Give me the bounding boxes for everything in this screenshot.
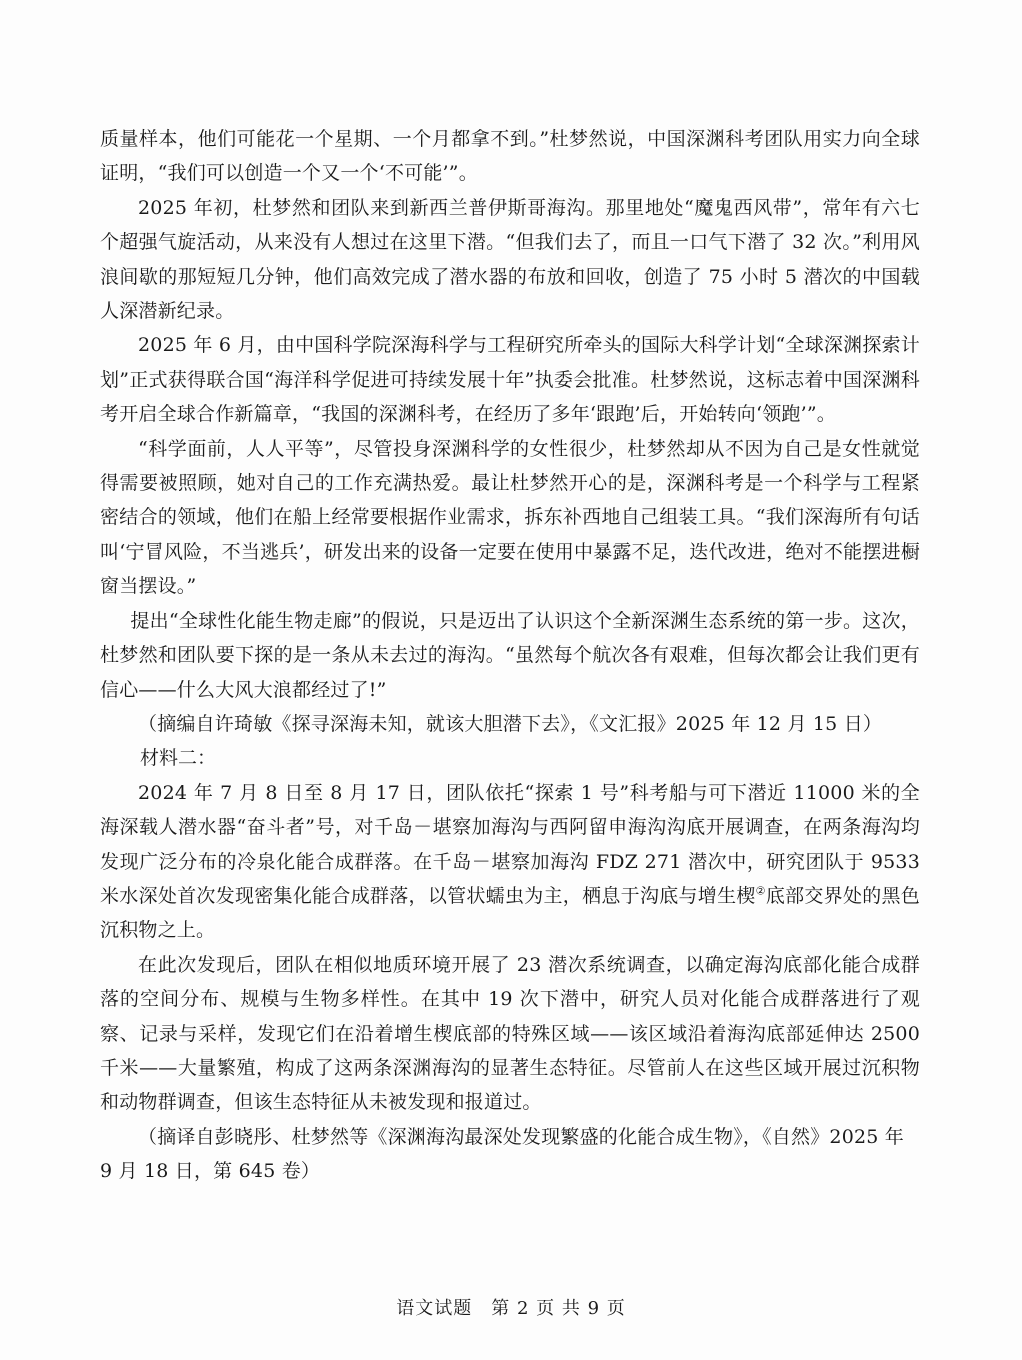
source-citation-2: （摘译自彭晓彤、杜梦然等《深渊海沟最深处发现繁盛的化能合成生物》，《自然》2025 年 9 月 18 日，第 645 卷） bbox=[100, 1125, 904, 1183]
paragraph-6-text-end: 底部交界处的黑色沉积物之上。 bbox=[100, 884, 920, 942]
paragraph-2: 2025 年初，杜梦然和团队来到新西兰普伊斯哥海沟。那里地处“魔鬼西风带”，常年有六七个超强气旋活动，从来没有人想过在这里下潜。“但我们去了，而且一口气下潜了 32 次。”利用风浪间歇的那短短几分钟，他们高效完成了潜水器的布放和回收，创造了 75 小时 5 潜次的中国载人深潜新纪录。 bbox=[100, 196, 920, 323]
paragraph-6 bbox=[100, 776, 920, 948]
page-footer: 语文试题 第 2 页 共 9 页 bbox=[396, 1298, 626, 1319]
paragraph-1: 质量样本，他们可能花一个星期、一个月都拿不到。”杜梦然说，中国深渊科考团队用实力向全球证明，“我们可以创造一个又一个‘不可能’”。 bbox=[100, 128, 920, 185]
source-citation-1: （摘编自许琦敏《探寻深海未知，就该大胆潜下去》，《文汇报》2025 年 12 月 15 日） bbox=[138, 712, 883, 735]
material-two-heading: 材料二： bbox=[140, 747, 217, 770]
paragraph-3: 2025 年 6 月，由中国科学院深海科学与工程研究所牵头的国际大科学计划“全球深渊探索计划”正式获得联合国“海洋科学促进可持续发展十年”执委会批准。杜梦然说，这标志着中国深渊科考开启全球合作新篇章，“我国的深渊科考，在经历了多年‘跟跑’后，开始转向‘领跑’”。 bbox=[100, 334, 920, 426]
paragraph-4: “科学面前，人人平等”，尽管投身深渊科学的女性很少，杜梦然却从不因为自己是女性就觉得需要被照顾，她对自己的工作充满热爱。最让杜梦然开心的是，深渊科考是一个科学与工程紧密结合的领域，他们在船上经常要根据作业需求，拆东补西地自己组装工具。“我们深海所有句话叫‘宁冒风险，不当逃兵’，研发出来的设备一定要在使用中暴露不足，迭代改进，绝对不能摆进橱窗当摆设。” bbox=[100, 437, 920, 598]
paragraph-5: 提出“全球性化能生物走廊”的假说，只是迈出了认识这个全新深渊生态系统的第一步。这次，杜梦然和团队要下探的是一条从未去过的海沟。“虽然每个航次各有艰难，但每次都会让我们更有信心——什么大风大浪都经过了!” bbox=[100, 609, 920, 701]
footnote-marker: ② bbox=[755, 884, 766, 898]
paragraph-6-text: 2024 年 7 月 8 日至 8 月 17 日，团队依托“探索 1 号”科考船与可下潜近 11000 米的全海深载人潜水器“奋斗者”号，对千岛－堪察加海沟与西阿留申海沟沟底开展调查，在两条海沟均发现广泛分布的冷泉化能合成群落。在千岛－堪察加海沟 FDZ 271 潜次中，研究团队于 9533 米水深处首次发现密集化能合成群落，以管状蠕虫为主，栖息于沟底与增生楔 bbox=[100, 781, 920, 907]
paragraph-7: 在此次发现后，团队在相似地质环境开展了 23 潜次系统调查，以确定海沟底部化能合成群落的空间分布、规模与生物多样性。在其中 19 次下潜中，研究人员对化能合成群落进行了观察、记录与采样，发现它们在沿着增生楔底部的特殊区域——该区域沿着海沟底部延伸达 2500 千米——大量繁殖，构成了这两条深渊海沟的显著生态特征。尽管前人在这些区域开展过沉积物和动物群调查，但该生态特征从未被发现和报道过。 bbox=[100, 953, 920, 1114]
article-body bbox=[100, 122, 920, 1189]
